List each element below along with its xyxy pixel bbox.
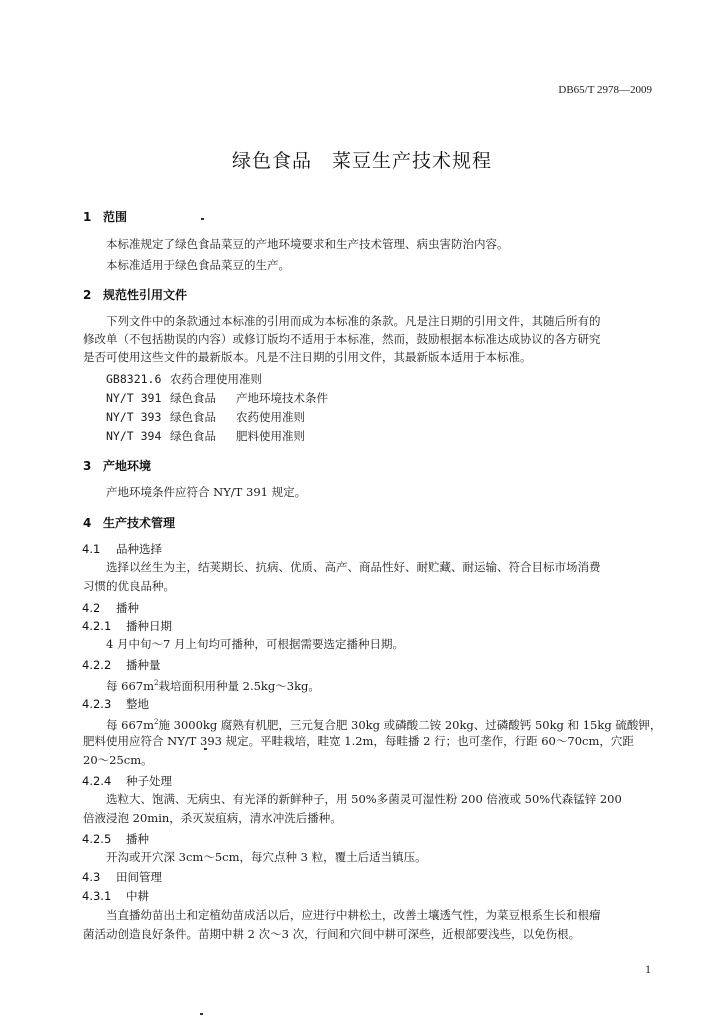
subsection-title: 播种 <box>126 832 149 846</box>
reference-code: GB8321.6 <box>106 372 162 386</box>
reference-title: 农药使用准则 <box>236 410 305 424</box>
text-fragment: 施 3000kg 腐熟有机肥，三元复合肥 30kg 或磷酸二铵 20kg、过磷酸钙 50kg 和 15kg 硫酸钾， <box>158 717 662 732</box>
subsection-title: 田间管理 <box>116 870 162 884</box>
paragraph-line: 倍液浸泡 20min，杀灭炭疽病，清水冲洗后播种。 <box>83 811 342 825</box>
stray-mark <box>200 1013 203 1015</box>
section-title: 产地环境 <box>103 459 152 473</box>
text-fragment: 每 667m <box>106 678 155 693</box>
paragraph: 4 月中旬～7 月上旬均可播种，可根据需要选定播种日期。 <box>106 637 404 651</box>
subsection-4-2-4-heading <box>82 773 172 789</box>
section-4-heading <box>83 514 175 531</box>
text-fragment: 栽培面积用种量 2.5kg～3kg。 <box>158 678 320 693</box>
subsection-number: 4.2.3 <box>82 697 112 711</box>
stray-mark <box>201 218 204 220</box>
reference-item <box>106 371 262 387</box>
section-number: 2 <box>83 288 92 302</box>
paragraph-line: 下列文件中的条款通过本标准的引用而成为本标准的条款。凡是注日期的引用文件，其随后所有的 <box>106 314 601 328</box>
paragraph-line: 选择以丝生为主，结荚期长、抗病、优质、高产、商品性好、耐贮藏、耐运输、符合目标市场消费 <box>106 560 601 574</box>
subsection-number: 4.1 <box>82 542 101 556</box>
paragraph <box>106 673 320 696</box>
paragraph-line: 是否可使用这些文件的最新版本。凡是不注日期的引用文件，其最新版本适用于本标准。 <box>83 350 532 364</box>
reference-code: NY/T 393 <box>106 410 162 424</box>
paragraph-line: 20～25cm。 <box>83 753 153 767</box>
section-3-heading <box>83 457 151 474</box>
section-number: 4 <box>83 516 92 530</box>
subsection-4-3-heading <box>82 869 162 885</box>
paragraph: 开沟或开穴深 3cm～5cm，每穴点种 3 粒，覆土后适当镇压。 <box>106 850 427 864</box>
section-1-heading <box>83 208 127 225</box>
reference-code: NY/T 394 <box>106 429 162 443</box>
paragraph-line: 选粒大、饱满、无病虫、有光泽的新鲜种子，用 50%多菌灵可湿性粉 200 倍液或 50%代森锰锌 200 <box>106 792 622 806</box>
section-title: 范围 <box>103 210 128 224</box>
subsection-4-2-3-heading <box>82 696 149 712</box>
subsection-title: 品种选择 <box>116 542 162 556</box>
superscript: 2 <box>154 679 159 687</box>
section-title: 规范性引用文件 <box>103 288 188 302</box>
paragraph-line: 习惯的优良品种。 <box>83 579 175 593</box>
subsection-number: 4.2.2 <box>82 658 112 672</box>
subsection-number: 4.3.1 <box>82 889 112 903</box>
paragraph-line: 修改单（不包括勘误的内容）或修订版均不适用于本标准，然而，鼓励根据本标准达成协议的各方研究 <box>83 332 601 346</box>
paragraph: 本标准规定了绿色食品菜豆的产地环境要求和生产技术管理、病虫害防治内容。 <box>106 237 509 251</box>
reference-title: 农药合理使用准则 <box>170 372 262 386</box>
section-2-heading <box>83 286 187 303</box>
section-number: 3 <box>83 459 92 473</box>
subsection-title: 种子处理 <box>126 774 172 788</box>
reference-title: 肥料使用准则 <box>236 429 305 443</box>
subsection-title: 播种日期 <box>126 619 172 633</box>
reference-item <box>106 428 305 444</box>
subsection-title: 播种 <box>116 601 139 615</box>
paragraph-line: 当直播幼苗出土和定植幼苗成活以后，应进行中耕松土，改善土壤透气性，为菜豆根系生长和根瘤 <box>106 908 601 922</box>
reference-item <box>106 390 328 406</box>
reference-code: NY/T 391 <box>106 391 162 405</box>
subsection-number: 4.3 <box>82 870 101 884</box>
paragraph-line: 肥料使用应符合 NY/T 393 规定。平畦栽培，畦宽 1.2m，每畦播 2 行；也可垄作，行距 60～70cm，穴距 <box>83 734 634 748</box>
subsection-number: 4.2.4 <box>82 774 112 788</box>
subsection-4-1-heading <box>82 541 162 557</box>
subsection-title: 整地 <box>126 697 149 711</box>
subsection-4-2-2-heading <box>82 657 161 673</box>
section-title: 生产技术管理 <box>103 516 176 530</box>
subsection-title: 播种量 <box>126 658 161 672</box>
reference-title: 产地环境技术条件 <box>236 391 328 405</box>
paragraph: 产地环境条件应符合 NY/T 391 规定。 <box>106 485 307 499</box>
text-fragment: 每 667m <box>106 717 155 732</box>
subsection-4-2-heading <box>82 600 139 616</box>
reference-category: 绿色食品 <box>170 429 216 443</box>
subsection-number: 4.2 <box>82 601 101 615</box>
subsection-4-3-1-heading <box>82 888 149 904</box>
section-number: 1 <box>83 210 92 224</box>
subsection-number: 4.2.1 <box>82 619 112 633</box>
page-title: 绿色食品 菜豆生产技术规程 <box>231 150 492 172</box>
stray-mark <box>204 748 207 750</box>
paragraph-line: 菌活动创造良好条件。苗期中耕 2 次～3 次，行间和穴间中耕可深些，近根部要浅些，以免伤根。 <box>83 927 581 941</box>
paragraph: 本标准适用于绿色食品菜豆的生产。 <box>106 258 290 272</box>
subsection-number: 4.2.5 <box>82 832 112 846</box>
subsection-4-2-5-heading <box>82 831 149 847</box>
reference-category: 绿色食品 <box>170 391 216 405</box>
reference-item <box>106 409 305 425</box>
subsection-title: 中耕 <box>126 889 149 903</box>
superscript: 2 <box>154 718 159 726</box>
reference-category: 绿色食品 <box>170 410 216 424</box>
document-number: DB65/T 2978—2009 <box>558 84 652 96</box>
page-number: 1 <box>645 962 651 976</box>
subsection-4-2-1-heading <box>82 618 172 634</box>
